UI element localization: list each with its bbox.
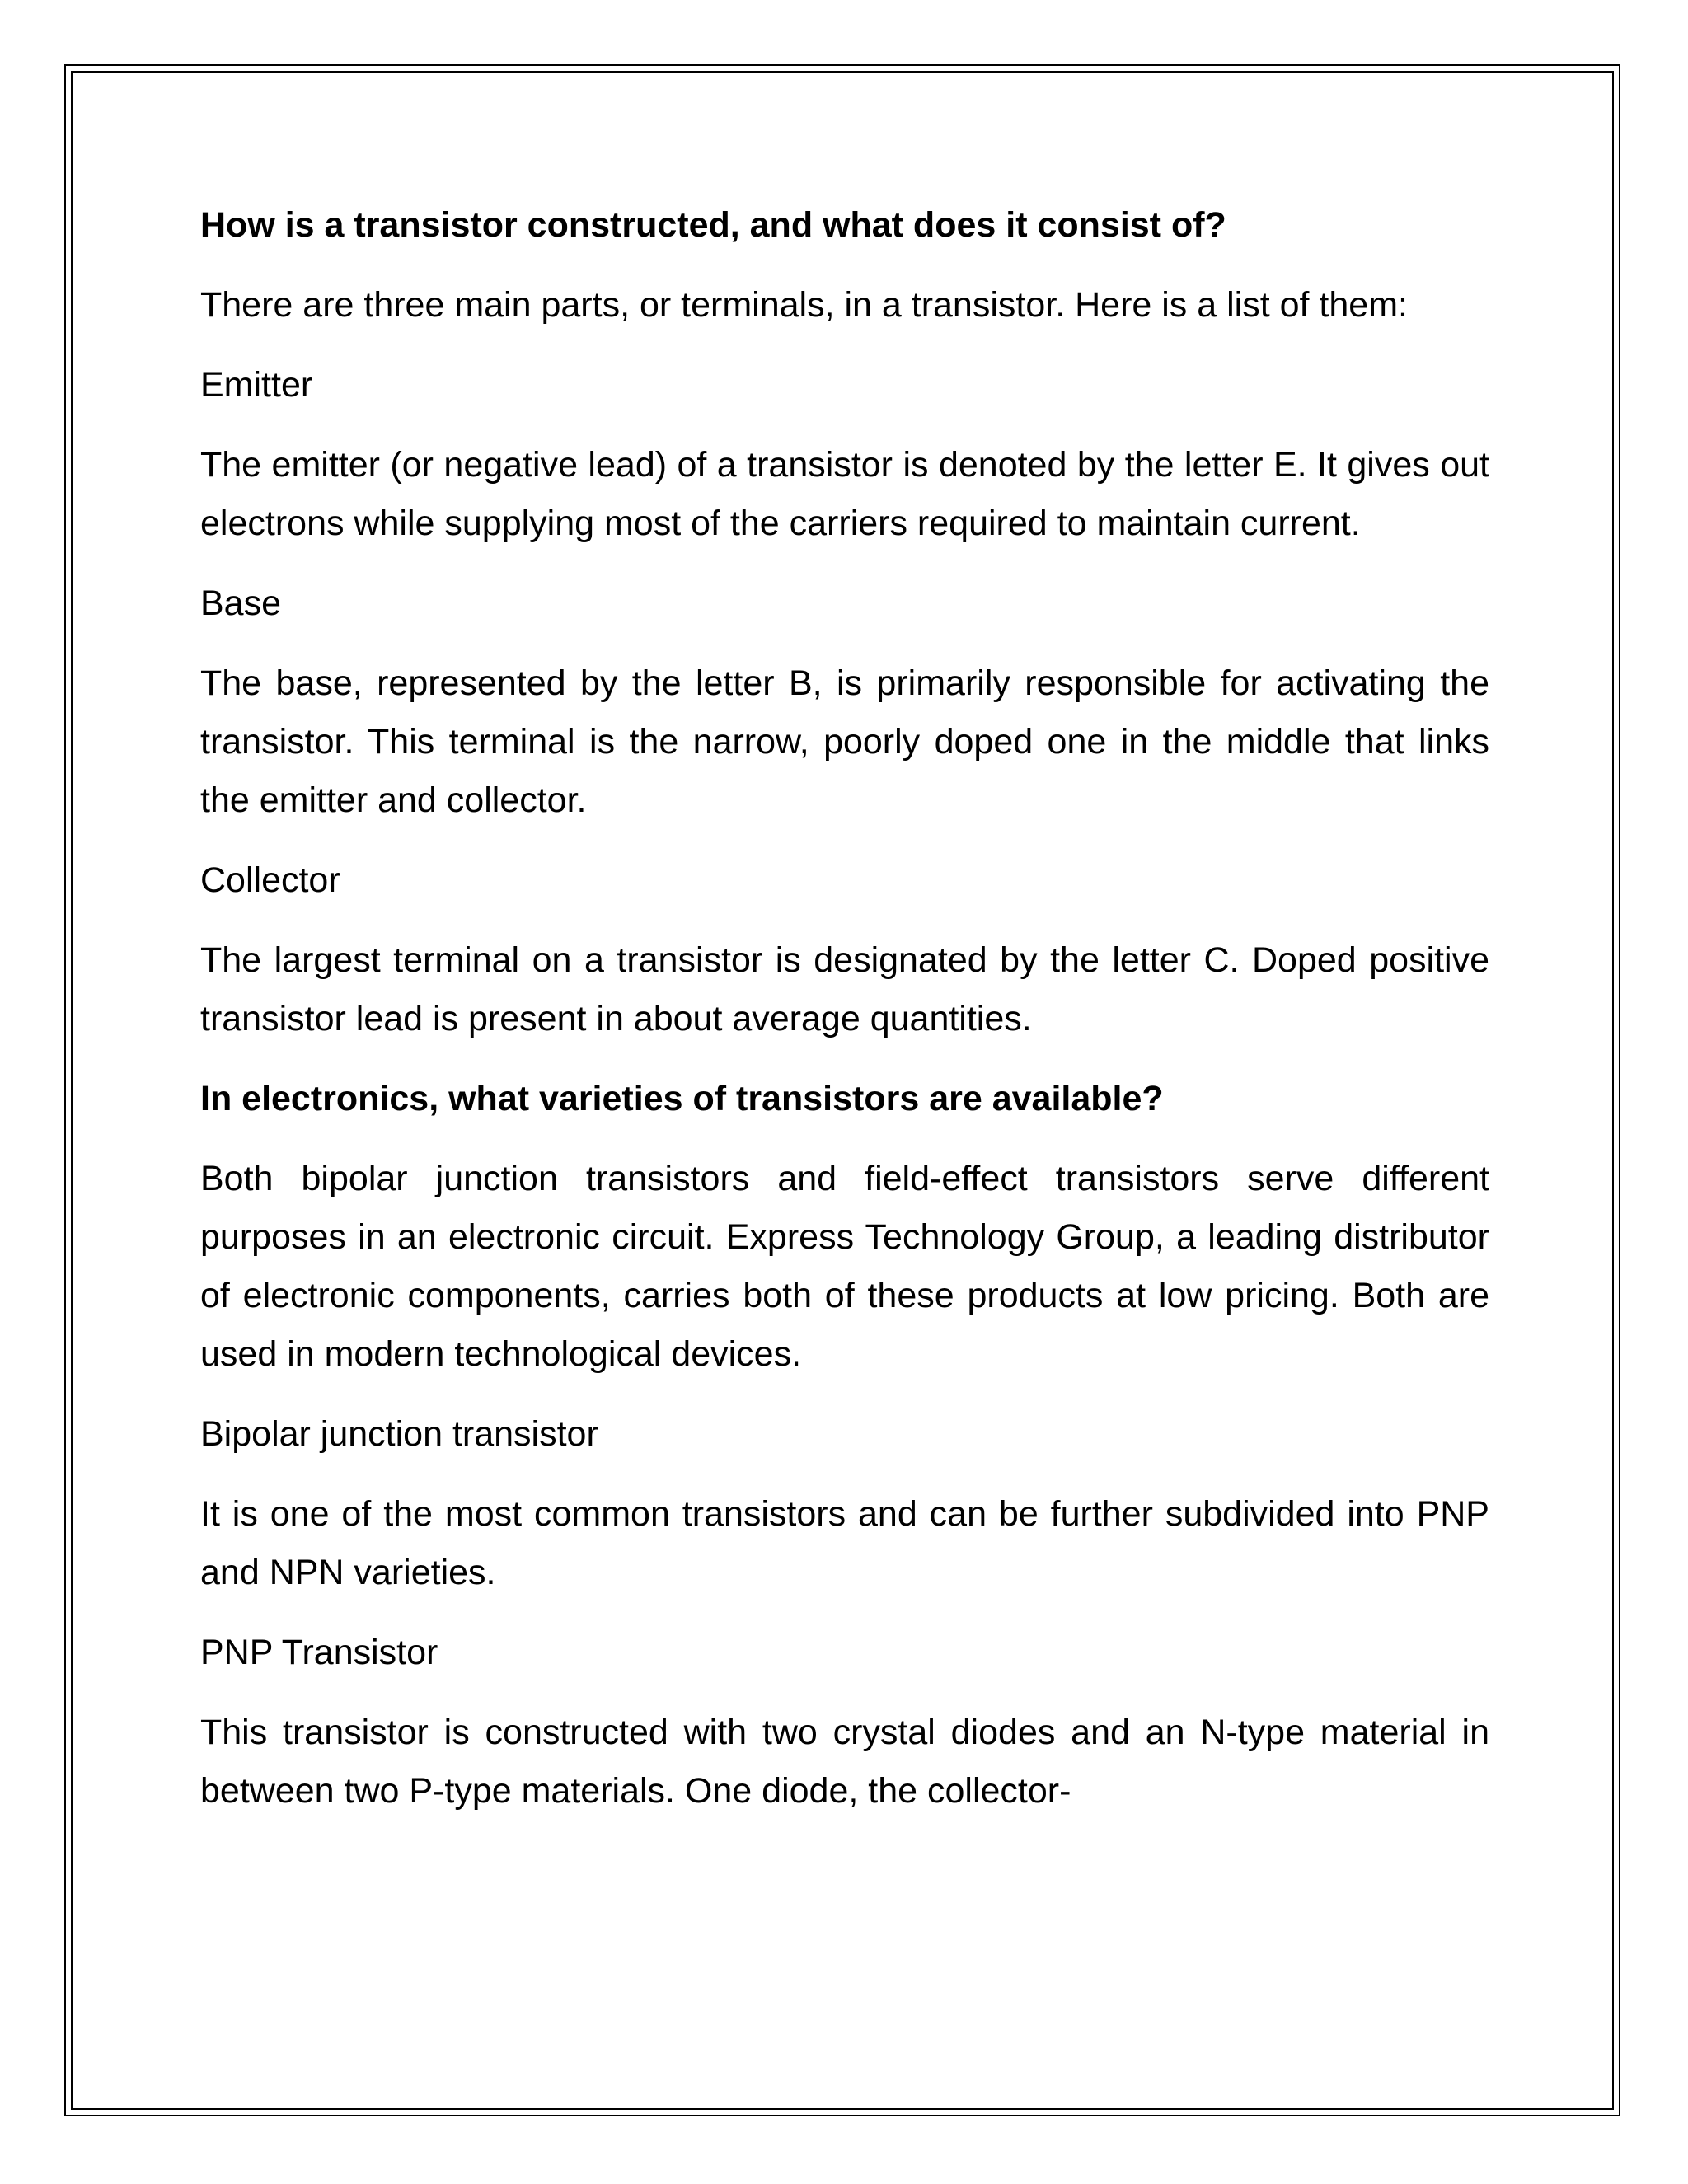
pnp-title: PNP Transistor [200,1633,438,1672]
document-body [200,196,1489,1842]
emitter-paragraph: The emitter (or negative lead) of a transistor is denoted by the letter E. It gives out electrons while supplying most of the carriers required to maintain current. [200,445,1489,543]
intro-paragraph: There are three main parts, or terminals, in a transistor. Here is a list of them: [200,285,1408,325]
emitter-title: Emitter [200,365,313,405]
collector-paragraph: The largest terminal on a transistor is designated by the letter C. Doped positive transistor lead is present in about average quantities. [200,940,1489,1038]
bjt-title: Bipolar junction transistor [200,1414,598,1454]
base-title: Base [200,583,282,623]
collector-title: Collector [200,860,340,900]
section-heading-varieties: In electronics, what varieties of transistors are available? [200,1079,1164,1118]
base-paragraph: The base, represented by the letter B, is primarily responsible for activating the transistor. This terminal is the narrow, poorly doped one in the middle that links the emitter and collector. [200,663,1489,820]
varieties-paragraph: Both bipolar junction transistors and field-effect transistors serve different purposes in an electronic circuit. Express Technology Group, a leading distributor of electronic components, carries both of these products at low pricing. Both are used in modern technological devices. [200,1159,1489,1374]
pnp-paragraph: This transistor is constructed with two crystal diodes and an N-type material in between two P-type materials. One diode, the collector- [200,1713,1489,1811]
section-heading-construction: How is a transistor constructed, and what does it consist of? [200,205,1226,245]
bjt-paragraph: It is one of the most common transistors and can be further subdivided into PNP and NPN varieties. [200,1494,1489,1592]
